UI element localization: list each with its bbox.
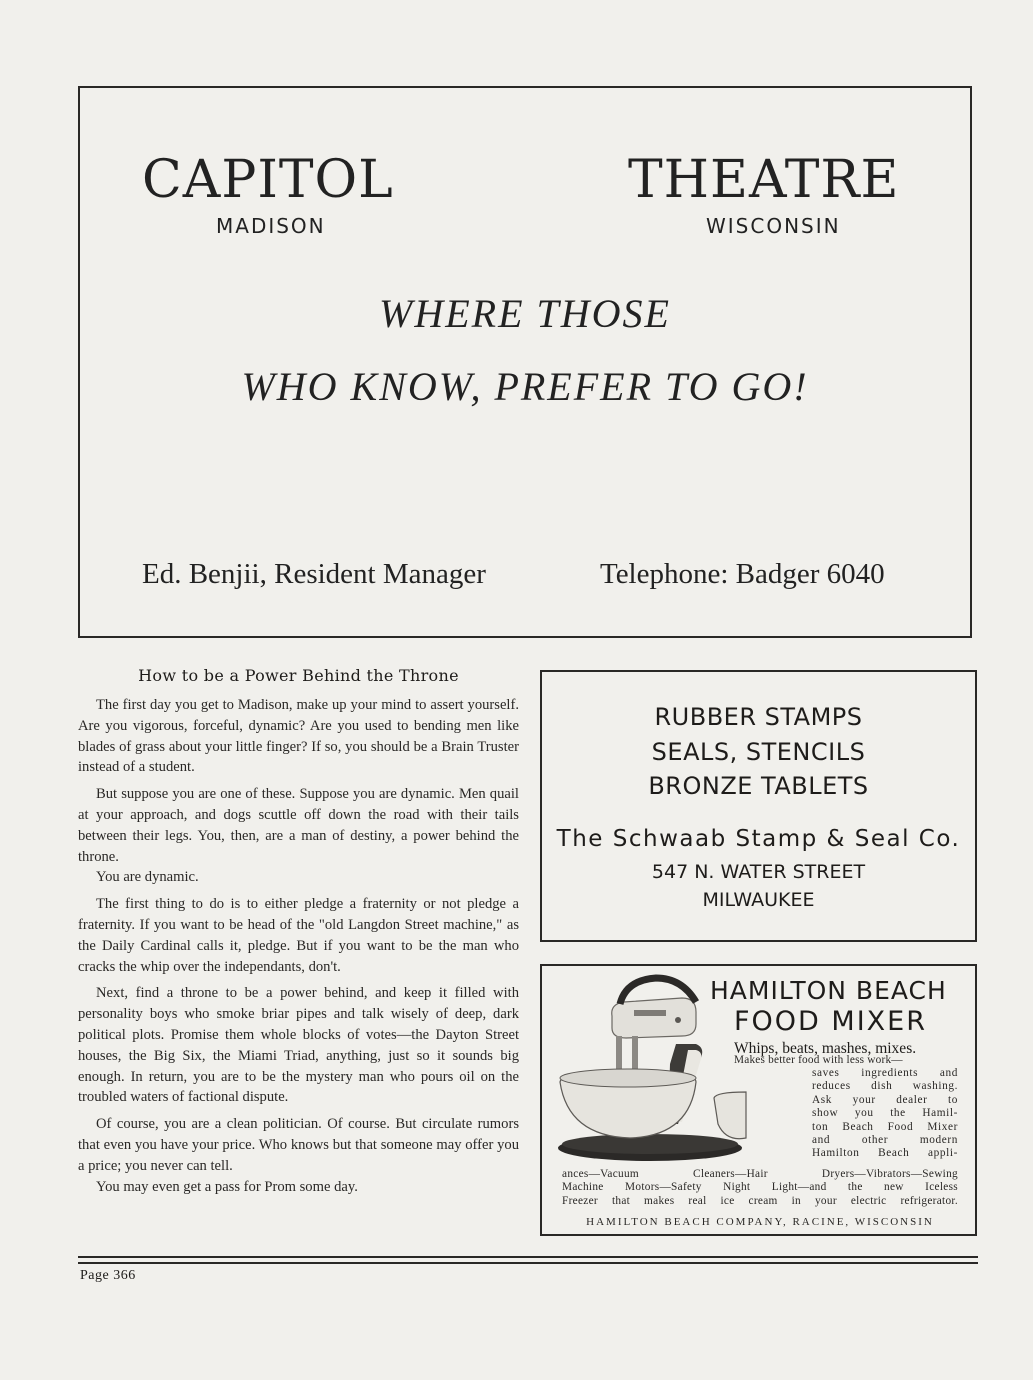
stamp-ad-line-2: SEALS, STENCILS <box>651 737 866 766</box>
stamp-ad-line-1: RUBBER STAMPS <box>654 703 863 731</box>
article-title: How to be a Power Behind the Throne <box>138 666 459 685</box>
schwaab-stamp-ad <box>540 670 977 942</box>
stamp-ad-address: 547 N. WATER STREET <box>651 860 866 883</box>
mixer-ad-product: FOOD MIXER <box>734 1006 927 1037</box>
mixer-ad-brand: HAMILTON BEACH <box>710 976 947 1005</box>
ad-title-capitol: CAPITOL <box>142 150 394 210</box>
mixer-ad-body-line: and other modern <box>812 1134 958 1147</box>
ad-city-wisconsin: WISCONSIN <box>706 214 841 238</box>
ad-title-theatre: THEATRE <box>628 150 900 210</box>
ad-slogan-line-2: WHO KNOW, PREFER TO GO! <box>241 364 809 409</box>
hamilton-beach-ad <box>540 964 977 1236</box>
mixer-ad-body-line: show you the Hamil- <box>812 1107 958 1120</box>
ad-telephone: Telephone: Badger 6040 <box>600 558 885 590</box>
article-paragraph: You may even get a pass for Prom some day. <box>96 1178 358 1195</box>
footer-rule-top <box>78 1256 978 1258</box>
mixer-ad-body-line: Freezer that makes real ice cream in your electric refrigerator. <box>562 1194 958 1207</box>
mixer-ad-body-wide <box>562 1168 958 1208</box>
mixer-ad-body-line: ton Beach Food Mixer <box>812 1120 958 1133</box>
article-paragraph: But suppose you are one of these. Suppose you are dynamic. Men quail at your approach, and dogs scuttle off down the road with their tails between their legs. You, then, are a man of destiny, a power behind the throne. <box>78 786 519 865</box>
mixer-ad-body-narrow <box>812 1067 958 1161</box>
page-number: Page 366 <box>80 1268 136 1283</box>
stamp-ad-company: The Schwaab Stamp & Seal Co. <box>556 825 961 852</box>
article-paragraph: Of course, you are a clean politician. Of course. But circulate rumors that even you have your price. Who knows but that someone may offer you a price; you never can tell. <box>78 1116 519 1174</box>
mixer-ad-body-line: Ask your dealer to <box>812 1093 958 1106</box>
article-paragraph: You are dynamic. <box>96 869 199 886</box>
mixer-ad-body-line: Machine Motors—Safety Night Light—and the new Iceless <box>562 1181 958 1194</box>
footer-rule-bottom <box>78 1262 978 1264</box>
ad-manager: Ed. Benjii, Resident Manager <box>142 558 486 590</box>
article-paragraph: Next, find a throne to be a power behind, and keep it filled with personality boys who smoke briar pipes and talk wisely of deep, dark political plots. Promise them whole blocks of votes—the Dayton Street houses, the Big Six, the Miami Triad, anything, just so it sounds big enough. In return, you are to be the mystery man who pours oil on the troubled waters of factional dispute. <box>78 985 519 1106</box>
mixer-ad-company: HAMILTON BEACH COMPANY, RACINE, WISCONSIN <box>586 1216 934 1228</box>
ad-slogan-line-1: WHERE THOSE <box>379 291 671 336</box>
stamp-ad-line-3: BRONZE TABLETS <box>648 772 869 800</box>
mixer-ad-body <box>734 1054 958 1067</box>
mixer-ad-body-line: Makes better food with less work— <box>734 1054 903 1066</box>
mixer-ad-body-line: Hamilton Beach appli- <box>812 1147 958 1160</box>
capitol-theatre-ad <box>78 86 972 638</box>
mixer-ad-tagline: Whips, beats, mashes, mixes. <box>734 1040 917 1057</box>
mixer-ad-body-line: reduces dish washing. <box>812 1080 958 1093</box>
article <box>78 666 519 1203</box>
mixer-ad-body-line: saves ingredients and <box>812 1067 958 1079</box>
stamp-ad-city: MILWAUKEE <box>702 888 815 911</box>
article-paragraph: The first day you get to Madison, make up your mind to assert yourself. Are you vigorous, forceful, dynamic? Are you used to bending men like blades of grass about your little finger? If so, you should be a Brain Truster instead of a student. <box>78 697 519 776</box>
ad-city-madison: MADISON <box>216 214 326 238</box>
article-paragraph: The first thing to do is to either pledge a fraternity or not pledge a fraternity. If you want to be head of the "old Langdon Street machine," as the Daily Cardinal calls it, pledge. But if you want to be the man who cracks the whip over the independants, don't. <box>78 896 519 975</box>
mixer-ad-body-line: ances—Vacuum Cleaners—Hair Dryers—Vibrators—Sewing <box>562 1168 958 1180</box>
